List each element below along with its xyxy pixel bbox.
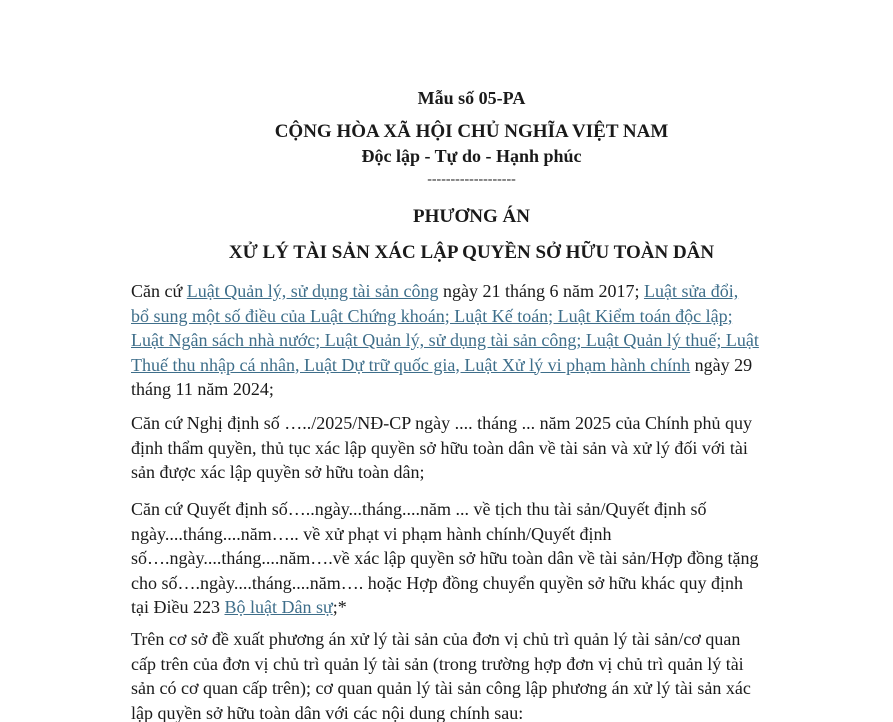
text-span: ngày 21 tháng 6 năm 2017; (438, 281, 644, 301)
paragraph-line: Trên cơ sở đề xuất phương án xử lý tài sản của đơn vị chủ trì quản lý tài sản/cơ quan (131, 629, 741, 649)
paragraph-line: Căn cứ Quyết định số…..ngày...tháng....năm ... về tịch thu tài sản/Quyết định số (131, 499, 707, 519)
text-span: ;* (332, 597, 347, 617)
paragraph-line: cho số….ngày....tháng....năm…. hoặc Hợp đồng chuyển quyền sở hữu khác quy định (131, 572, 744, 593)
legal-basis-paragraph-2 (131, 411, 816, 485)
paragraph-line (131, 279, 816, 304)
text-span: Căn cứ (131, 281, 187, 301)
paragraph-line (131, 353, 816, 378)
text-span: tại Điều 223 (131, 597, 225, 617)
paragraph-line: Căn cứ Nghị định số …../2025/NĐ-CP ngày .... tháng ... năm 2025 của Chính phủ quy (131, 413, 753, 433)
document-title: PHƯƠNG ÁN (413, 206, 530, 227)
nation-title: CỘNG HÒA XÃ HỘI CHỦ NGHĨA VIỆT NAM (274, 121, 669, 142)
paragraph-line: định thẩm quyền, thủ tục xác lập quyền sở hữu toàn dân về tài sản và xử lý đối với tài (131, 437, 748, 458)
national-motto: Độc lập - Tự do - Hạnh phúc (361, 146, 582, 166)
paragraph-line (131, 304, 816, 329)
law-link-civil-code[interactable]: Bộ luật Dân sự (224, 597, 333, 617)
law-link-public-assets[interactable]: Luật Quản lý, sử dụng tài sản công (186, 281, 439, 301)
law-link-amendment-start[interactable]: Luật sửa đổi, (643, 281, 739, 301)
proposal-paragraph (131, 627, 816, 722)
law-link-amendment-line-3[interactable]: Luật Ngân sách nhà nước; Luật Quản lý, sử dụng tài sản công; Luật Quản lý thuế; Luật (131, 330, 759, 350)
paragraph-line: số….ngày....tháng....năm….về xác lập quyền sở hữu toàn dân về tài sản/Hợp đồng tặng (131, 548, 759, 568)
paragraph-line: ngày....tháng....năm….. về xử phạt vi phạm hành chính/Quyết định (131, 523, 612, 544)
form-number: Mẫu số 05-PA (417, 88, 526, 108)
paragraph-line (131, 328, 816, 353)
paragraph-line (131, 595, 816, 620)
document-subtitle: XỬ LÝ TÀI SẢN XÁC LẬP QUYỀN SỞ HỮU TOÀN DÂN (228, 242, 715, 263)
law-link-amendment-line-4[interactable]: Thuế thu nhập cá nhân, Luật Dự trữ quốc gia, Luật Xử lý vi phạm hành chính (131, 354, 691, 375)
paragraph-line: cấp trên của đơn vị chủ trì quản lý tài sản (trong trường hợp đơn vị chủ trì quản lý tài (131, 653, 744, 674)
law-link-amendment-line-2[interactable]: bổ sung một số điều của Luật Chứng khoán; Luật Kế toán; Luật Kiểm toán độc lập; (131, 305, 733, 326)
paragraph-line: sản được xác lập quyền sở hữu toàn dân; (131, 462, 425, 482)
paragraph-line: tháng 11 năm 2024; (131, 379, 274, 399)
text-span: ngày 29 (690, 354, 753, 375)
header-divider: ------------------- (427, 172, 516, 187)
legal-basis-paragraph-3 (131, 497, 816, 620)
paragraph-line: lập quyền sở hữu toàn dân với các nội dung chính sau: (131, 702, 524, 722)
legal-basis-paragraph-1 (131, 279, 816, 402)
paragraph-line: sản có cơ quan cấp trên); cơ quan quản lý tài sản công lập phương án xử lý tài sản xác (131, 678, 751, 698)
